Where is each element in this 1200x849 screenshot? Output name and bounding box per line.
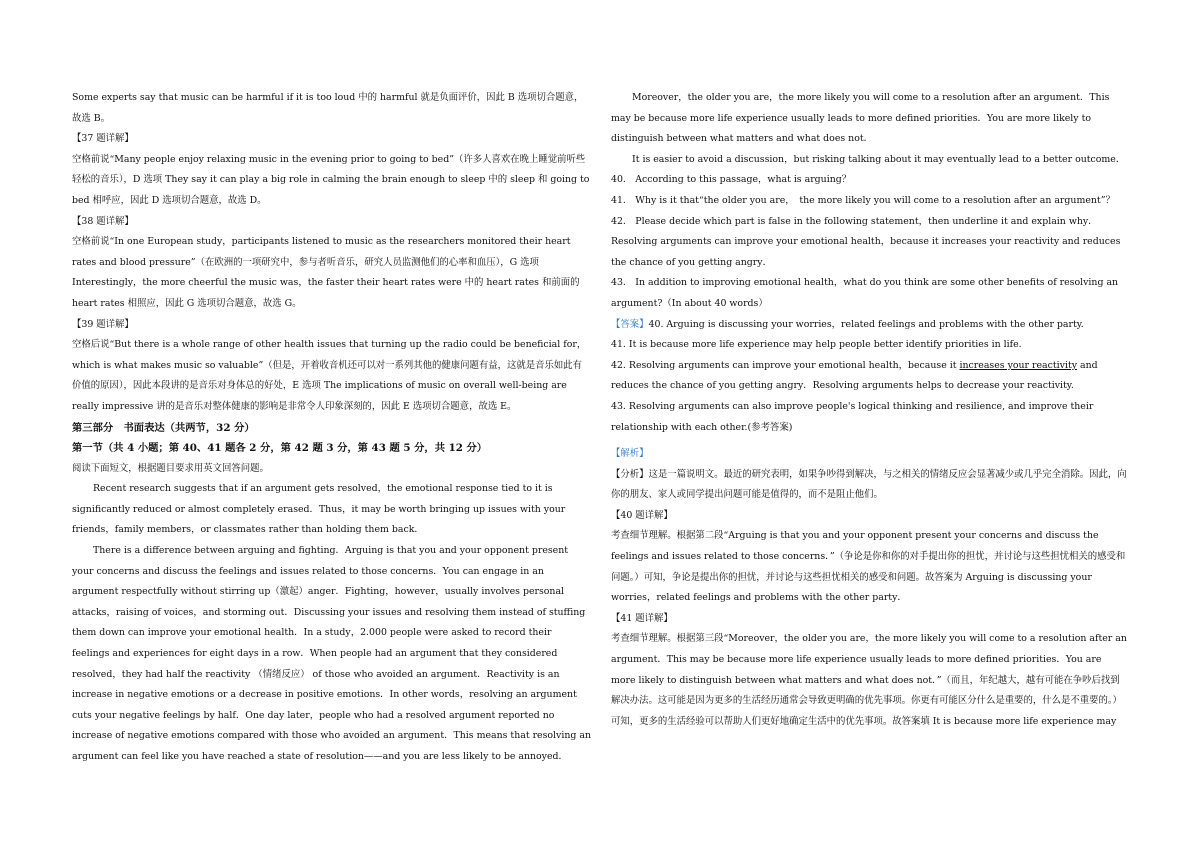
summary-tag: 【分析】: [611, 468, 649, 480]
analysis-tag: 【解析】: [611, 448, 649, 460]
answer-42-underlined: increases your reactivity: [959, 359, 1078, 371]
answer-40-text: 40. Arguing is discussing your worries，related feelings and problems with the other party.: [648, 318, 1084, 330]
explanation-40: 考查细节理解。根据第二段“Arguing is that you and your opponent present your concerns and discuss the feelings and issues related to those concerns．”（争论是你和你的对手提出你的担忧，并讨论与这些担忧相关的感受和问题。）可知，争论是提出你的担忧，并讨论与这些担忧相关的感受和问题。故答案为 Arguing is discussing your worries，related feelings and problems with the other party．: [611, 530, 1126, 604]
answer-41: 41. It is because more life experience may help people better identify priorities in life.: [611, 339, 1022, 351]
answer-43: 43. Resolving arguments can also improve people's logical thinking and resilience, and improve their relationship with each other.(参考答案): [611, 400, 1094, 433]
question-42-statement: Resolving arguments can improve your emotional health，because it increases your reactivity and reduces the chance of you getting angry．: [611, 236, 1121, 268]
passage-paragraph-3: Moreover，the older you are，the more likely you will come to a resolution after an argument．This may be because more life experience usually leads to more defined priorities．You are more likely to distinguish between what matters and what does not．: [611, 92, 1110, 145]
answer-tag: 【答案】: [611, 318, 649, 330]
heading-37: 【37 题详解】: [72, 133, 134, 145]
question-40: 40. According to this passage，what is arguing？: [611, 174, 852, 186]
summary: [611, 465, 1128, 506]
question-43: 43. In addition to improving emotional health，what do you think are some other benefits of resolving an argument?（In about 40 words）: [611, 277, 1119, 309]
passage-paragraph-4: It is easier to avoid a discussion，but risking talking about it may eventually lead to a better outcome．: [632, 153, 1126, 165]
answer-42-pre: 42. Resolving arguments can improve your emotional health，because it: [611, 359, 960, 371]
answer-42-post: and reduces the chance of you getting angry．Resolving arguments helps to decrease your reactivity.: [611, 359, 1098, 392]
explanation-37: 空格前说“Many people enjoy relaxing music in the evening prior to going to bed”（许多人喜欢在晚上睡觉前听些轻松的音乐），D 选项 They say it can play a big role in calming the brain enough to sleep 中的 sleep 和 going to bed 相呼应，因此 D 选项切合题意，故选 D。: [72, 153, 590, 206]
heading-39: 【39 题详解】: [72, 318, 134, 330]
explanation-39: 空格后说“But there is a whole range of other health issues that turning up the radio could be beneficial for，which is what makes music so valuable”（但是，开着收音机还可以对一系列其他的健康问题有益，这就是音乐如此有价值的原因），因此本段讲的是音乐对身体总的好处，E 选项 The implications of music on overall well-being are really impressive 讲的是音乐对整体健康的影响是非常令人印象深刻的，因此 E 选项切合题意，故选 E。: [72, 339, 587, 412]
paragraph: Some experts say that music can be harmful if it is too loud 中的 harmful 就是负面评价，因此 B 选项切合题意，故选 B。: [72, 92, 584, 124]
heading-40: 【40 题详解】: [611, 509, 673, 521]
question-41: 41. Why is it that“the older you are， the more likely you will come to a resolution after an argument”？: [611, 194, 1115, 206]
subsection-title: 第一节（共 4 小题；第 40、41 题各 2 分，第 42 题 3 分，第 43 题 5 分，共 12 分）: [72, 442, 488, 455]
answer-42: [611, 356, 1128, 397]
left-column: [72, 88, 591, 768]
answer-40: [611, 315, 1128, 336]
right-column: [611, 88, 1128, 732]
explanation-41: 考查细节理解。根据第三段“Moreover，the older you are，the more likely you will come to a resolution after an argument．This may be because more life experience usually leads to more defined priorities．You are more likely to distinguish between what matters and what does not．”（而且，年纪越大，越有可能在争吵后找到解决办法。这可能是因为更多的生活经历通常会导致更明确的优先事项。你更有可能区分什么是重要的，什么是不重要的。）可知，更多的生活经验可以帮助人们更好地确定生活中的优先事项。故答案填 It is because more life experience may: [611, 633, 1127, 727]
question-42: 42. Please decide which part is false in the following statement，then underline it and explain why．: [611, 215, 1098, 227]
passage-paragraph-1: Recent research suggests that if an argument gets resolved，the emotional response tied to it is significantly reduced or almost completely erased．Thus，it may be worth bringing up issues with your friends，family members，or classmates rather than holding them back．: [72, 483, 566, 536]
instruction: 阅读下面短文，根据题目要求用英文回答问题。: [72, 462, 269, 474]
passage-paragraph-2: There is a difference between arguing and fighting．Arguing is that you and your opponent present your concerns and discuss the feelings and issues related to those concerns．You can engage in an argument respectfully without stirring up（激起）anger．Fighting，however，usually involves personal attacks，raising of voices，and storming out．Discussing your issues and resolving them instead of stuffing them down can improve your emotional health．In a study，2.000 people were asked to record their feelings and experiences for eight days in a row．When people had an argument that they considered resolved，they had half the reactivity （情绪反应） of those who avoided an argument．Reactivity is an increase in negative emotions or a decrease in positive emotions．In other words，resolving an argument cuts your negative feelings by half．One day later，people who had a resolved argument reported no increase of negative emotions compared with those who avoided an argument．This means that resolving an argument can feel like you have reached a state of resolution——and you are less likely to be annoyed．: [72, 545, 591, 762]
section-title: 第三部分 书面表达（共两节，32 分）: [72, 421, 255, 434]
summary-text: 这是一篇说明文。最近的研究表明，如果争吵得到解决，与之相关的情绪反应会显著减少或几乎完全消除。因此，向你的朋友、家人或同学提出问题可能是值得的，而不是阻止他们。: [611, 468, 1127, 501]
heading-38: 【38 题详解】: [72, 215, 134, 227]
heading-41: 【41 题详解】: [611, 612, 673, 624]
explanation-38: 空格前说“In one European study，participants listened to music as the researchers monitored their heart rates and blood pressure”（在欧洲的一项研究中，参与者听音乐，研究人员监测他们的心率和血压），G 选项 Interestingly，the more cheerful the music was，the faster their heart rates were 中的 heart rates 和前面的 heart rates 相照应，因此 G 选项切合题意，故选 G。: [72, 236, 580, 309]
